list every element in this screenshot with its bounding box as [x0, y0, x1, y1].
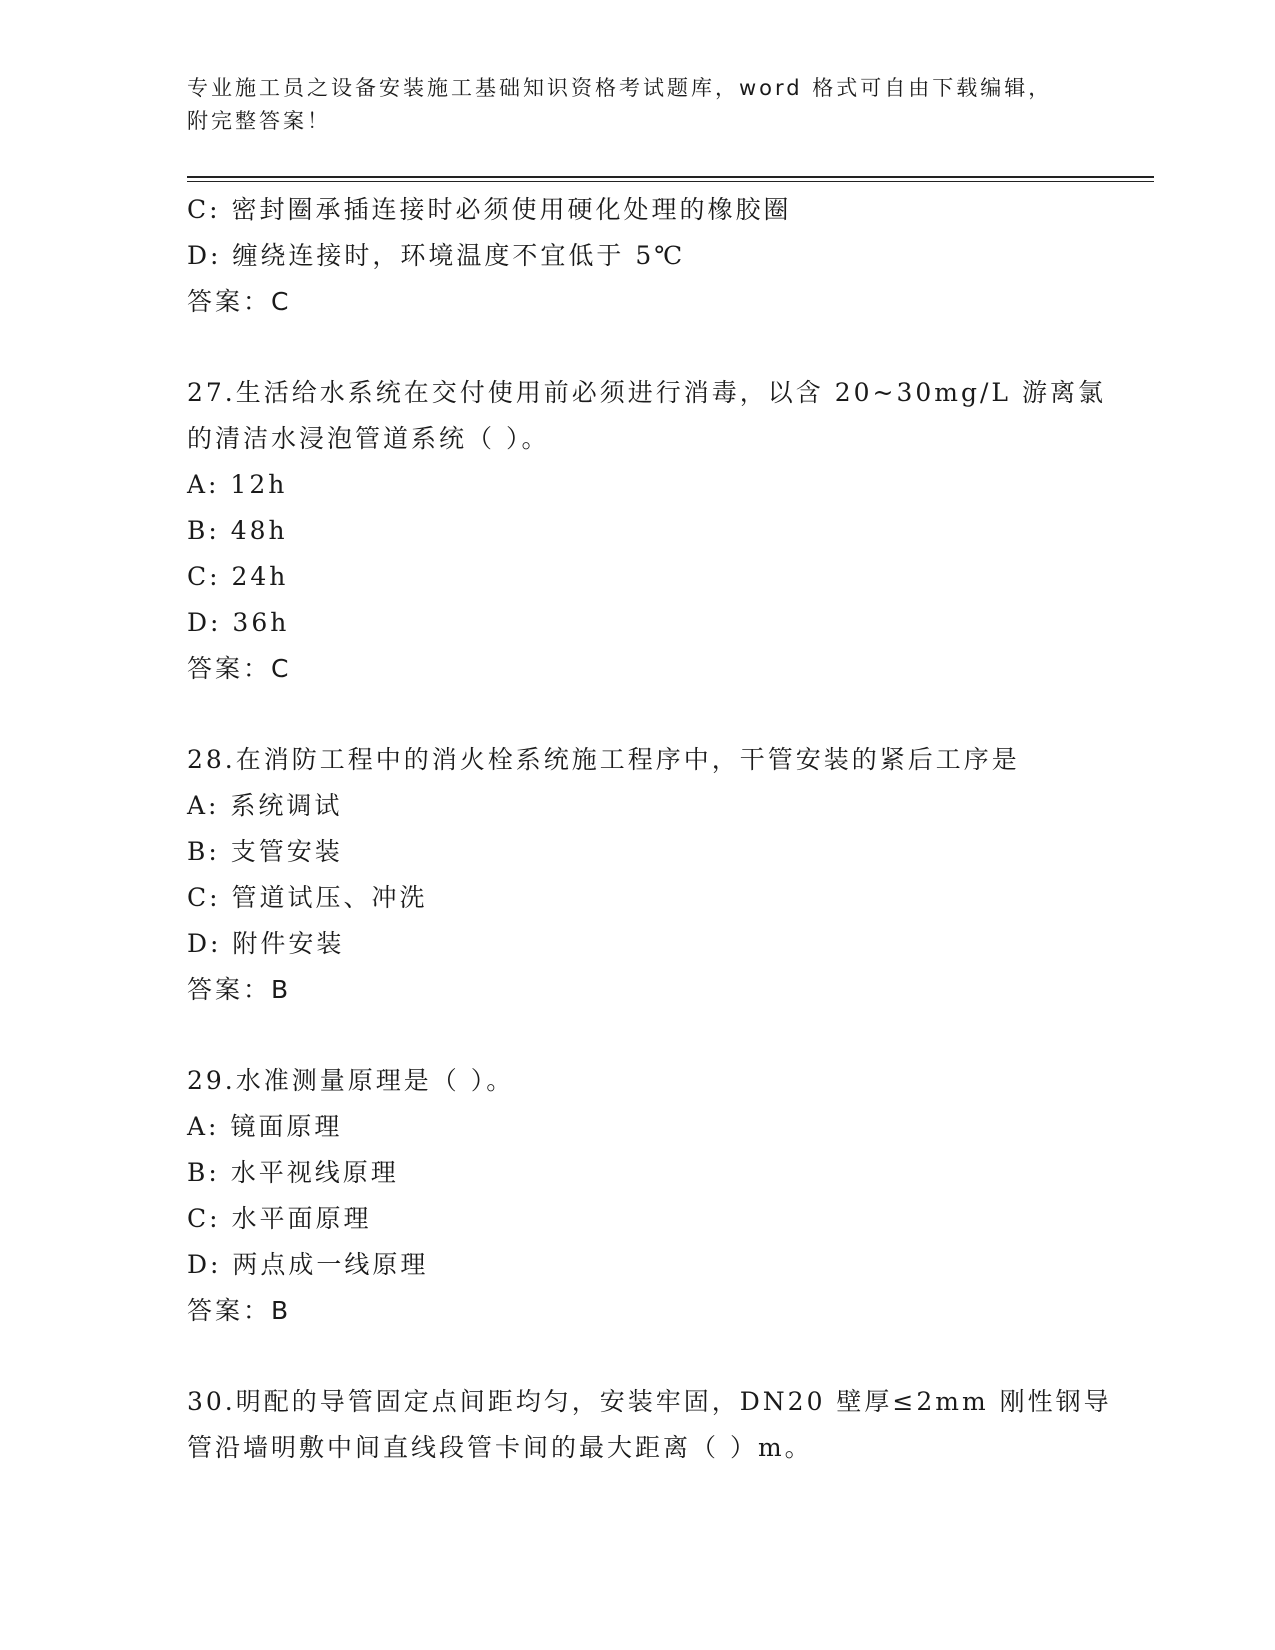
header-rule-thick	[187, 176, 1154, 178]
question-stem-continued: 管沿墙明敷中间直线段管卡间的最大距离（ ）m。	[187, 1433, 813, 1462]
option-c: C: 密封圈承插连接时必须使用硬化处理的橡胶圈	[187, 195, 792, 224]
question-27	[187, 370, 1106, 692]
header-line-1: 专业施工员之设备安装施工基础知识资格考试题库，word 格式可自由下载编辑，	[187, 76, 1053, 100]
option-d: D: 36h	[187, 608, 290, 637]
question-28	[187, 737, 1087, 1013]
question-stem: 27.生活给水系统在交付使用前必须进行消毒，以含 20~30mg/L 游离氯	[187, 378, 1106, 407]
option-a: A: 镜面原理	[187, 1112, 343, 1141]
answer-line: 答案：C	[187, 654, 292, 683]
answer-line: 答案：C	[187, 287, 292, 316]
option-c: C: 水平面原理	[187, 1204, 372, 1233]
question-spacer	[187, 692, 1087, 737]
document-header	[187, 72, 1067, 138]
question-29	[187, 1058, 1087, 1334]
option-c: C: 管道试压、冲洗	[187, 883, 428, 912]
option-a: A: 系统调试	[187, 791, 343, 820]
option-b: B: 48h	[187, 516, 288, 545]
question-list	[187, 187, 1112, 1471]
question-stem: 30.明配的导管固定点间距均匀，安装牢固，DN20 壁厚≤2mm 刚性钢导	[187, 1387, 1112, 1416]
header-rule-thin	[187, 181, 1154, 182]
question-stem-continued: 的清洁水浸泡管道系统（ ）。	[187, 424, 550, 453]
question-stem: 29.水准测量原理是（ ）。	[187, 1066, 515, 1095]
header-line-2: 附完整答案！	[187, 109, 331, 133]
question-spacer	[187, 1334, 1087, 1379]
option-b: B: 支管安装	[187, 837, 343, 866]
option-a: A: 12h	[187, 470, 288, 499]
option-c: C: 24h	[187, 562, 289, 591]
question-spacer	[187, 1013, 1087, 1058]
question-30	[187, 1379, 1112, 1471]
option-d: D: 附件安装	[187, 929, 345, 958]
answer-line: 答案：B	[187, 975, 292, 1004]
question-26	[187, 187, 1087, 325]
option-d: D: 两点成一线原理	[187, 1250, 429, 1279]
option-b: B: 水平视线原理	[187, 1158, 399, 1187]
option-d: D: 缠绕连接时，环境温度不宜低于 5℃	[187, 241, 686, 270]
question-stem: 28.在消防工程中的消火栓系统施工程序中，干管安装的紧后工序是	[187, 745, 1020, 774]
question-spacer	[187, 325, 1087, 370]
answer-line: 答案：B	[187, 1296, 292, 1325]
